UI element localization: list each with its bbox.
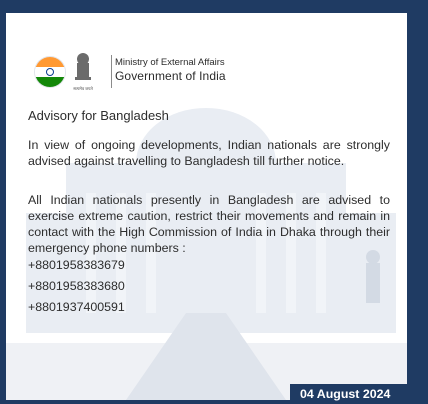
phone-number: +8801937400591 (28, 300, 125, 314)
phone-number: +8801958383680 (28, 279, 125, 293)
indian-flag-icon (35, 57, 65, 87)
advisory-title: Advisory for Bangladesh (28, 108, 169, 123)
advisory-paragraph-1: In view of ongoing developments, Indian nationals are strongly advised against travelling to Bangladesh till further notice. (28, 138, 390, 168)
phone-number: +8801958383679 (28, 258, 125, 272)
ministry-name: Ministry of External Affairs (115, 57, 225, 68)
government-name: Government of India (115, 69, 226, 83)
advisory-card (6, 13, 407, 400)
emergency-phone-list (28, 255, 125, 318)
emblem-caption: सत्यमेव जयते (73, 86, 93, 91)
advisory-paragraph-2: All Indian nationals presently in Bangladesh are advised to exercise extreme caution, restrict their movements and remain in contact with the High Commission of India in Dhaka through their emergency phone numbers : (28, 193, 390, 255)
national-emblem-icon (72, 52, 94, 88)
header-logo-block (27, 44, 227, 91)
header-divider (111, 55, 112, 88)
date-badge: 04 August 2024 (290, 384, 410, 400)
